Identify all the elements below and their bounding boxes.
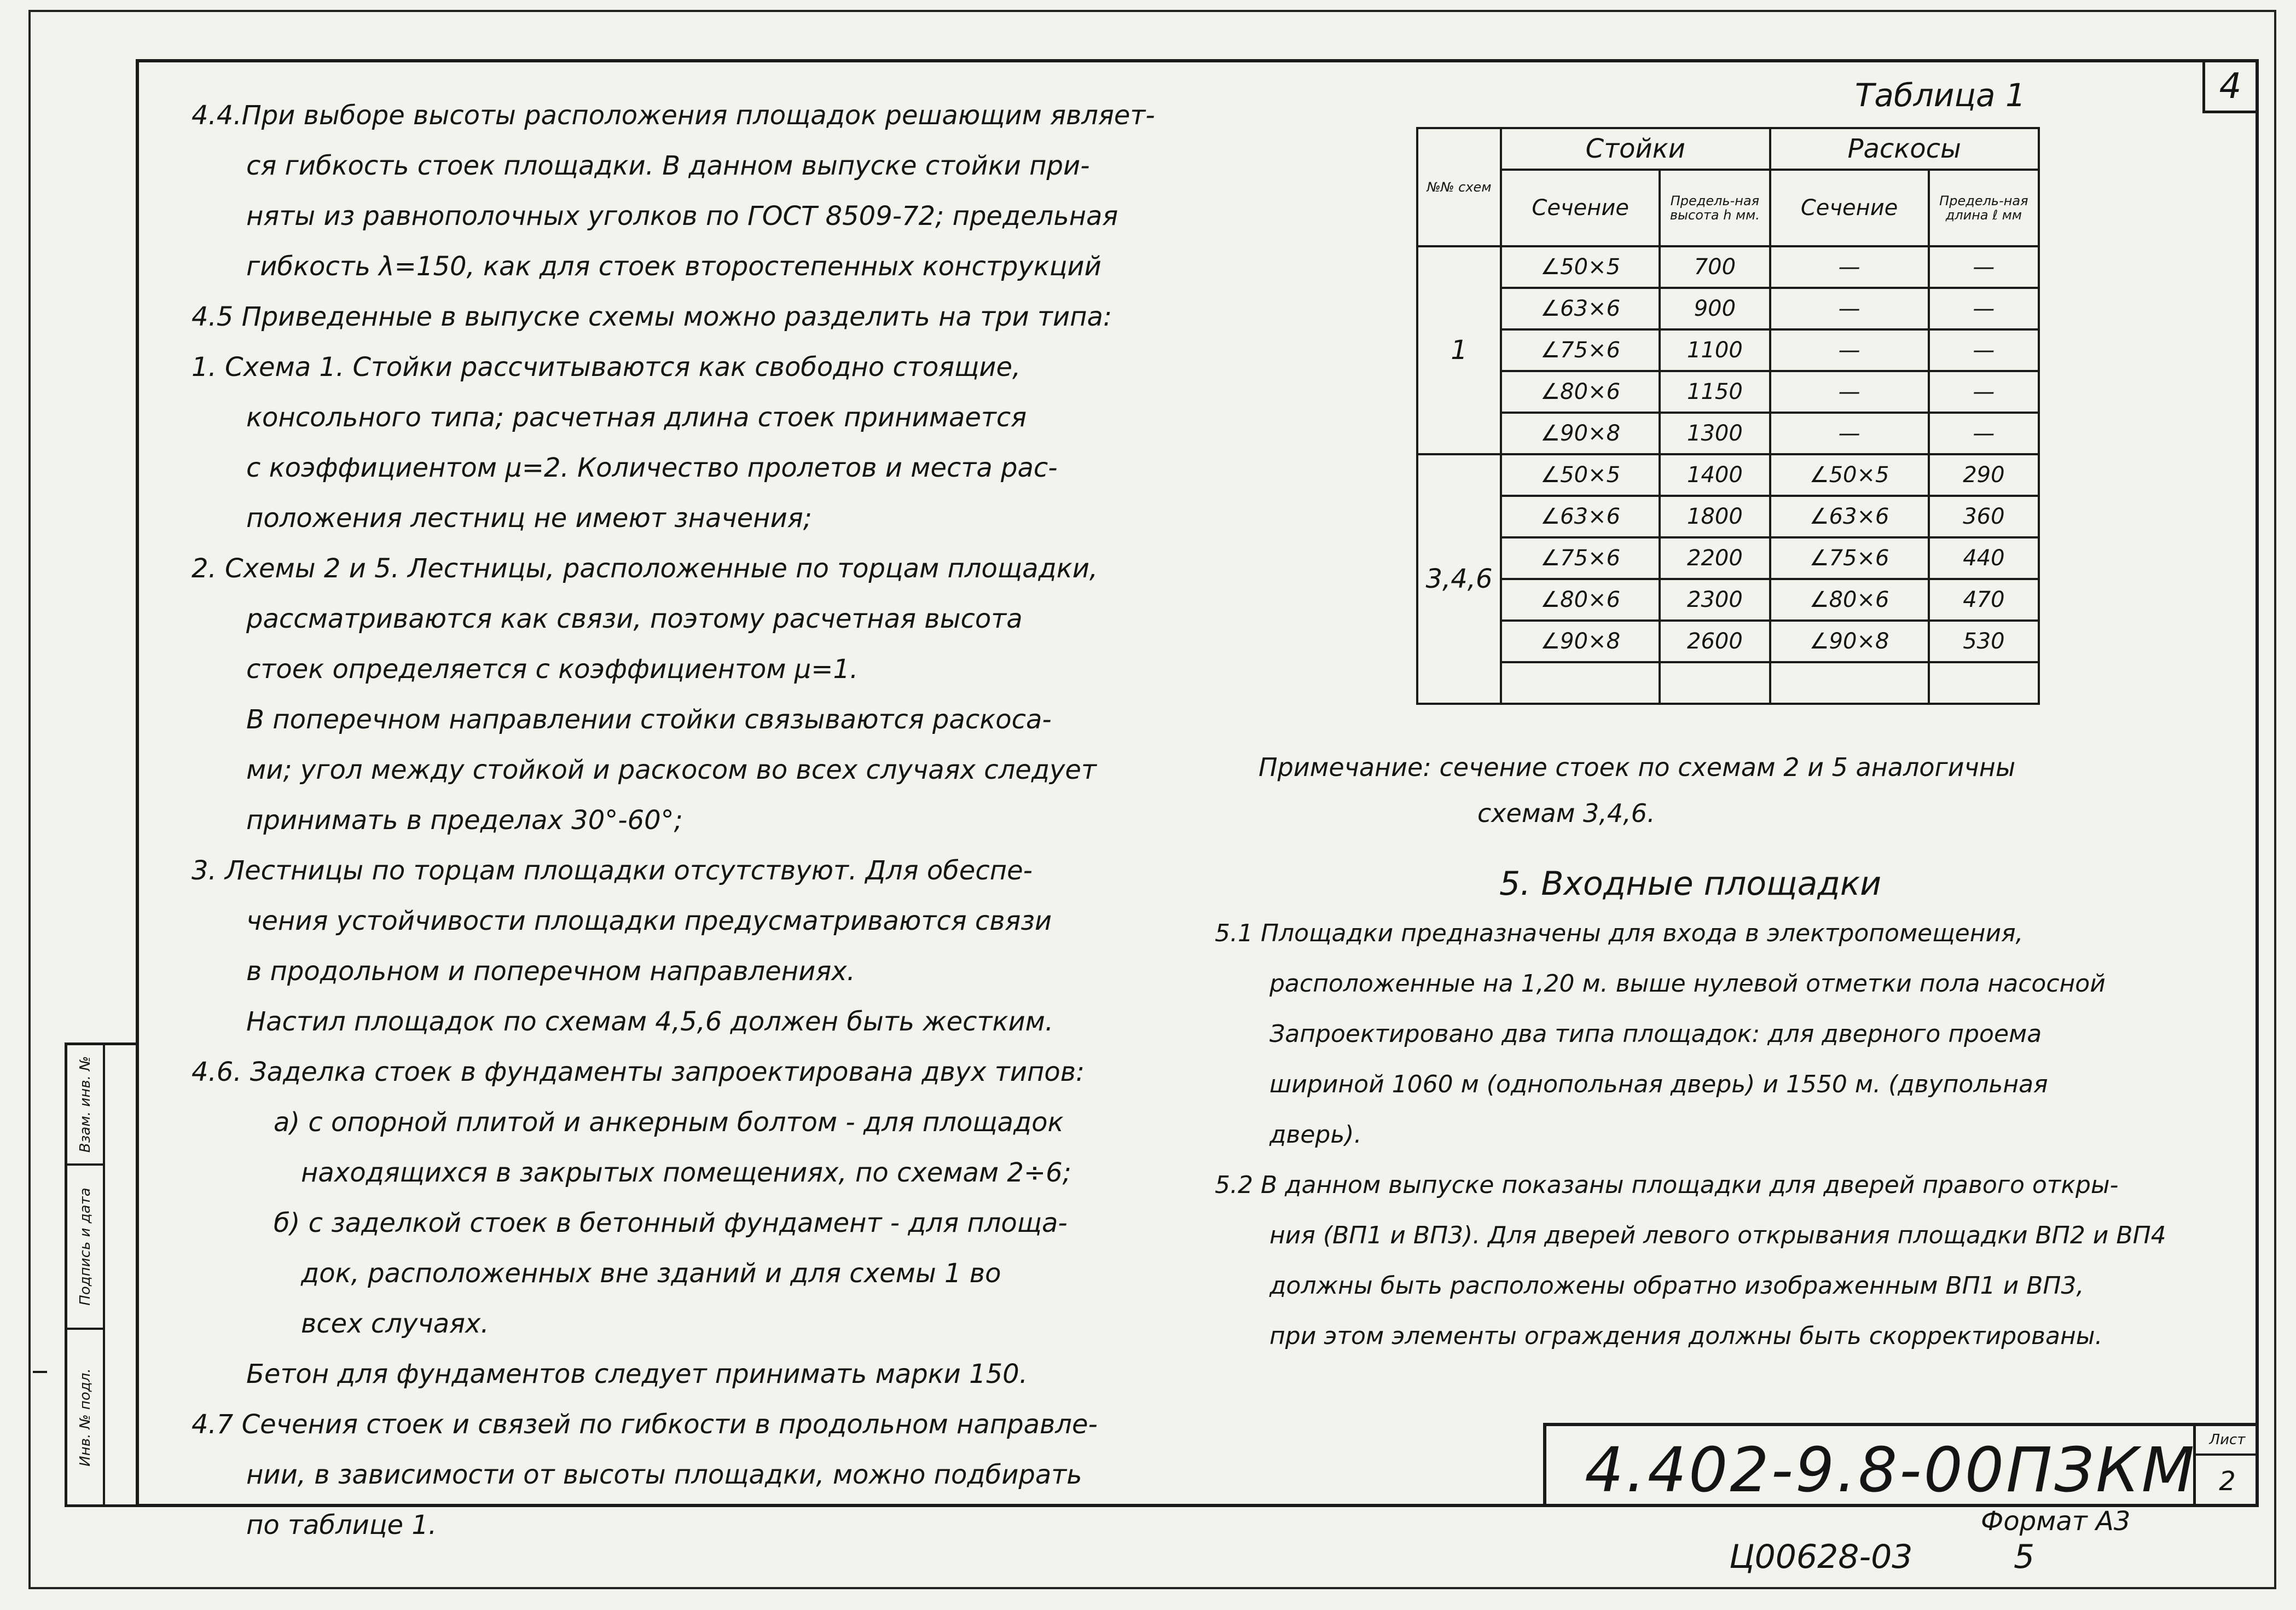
text-line: 4.4.При выборе высоты расположения площадок решающим являет- <box>192 100 1155 131</box>
text-line: а) с опорной плитой и анкерным болтом - для площадок <box>274 1107 1064 1138</box>
text-line: стоек определяется с коэффициентом μ=1. <box>246 654 859 685</box>
text-line: 1. Схема 1. Стойки рассчитываются как свободно стоящие, <box>192 352 1021 383</box>
text-line: 2. Схемы 2 и 5. Лестницы, расположенные по торцам площадки, <box>192 553 1098 584</box>
table-title: Таблица 1 <box>1855 77 2026 114</box>
archive-page-number: 5 <box>2014 1538 2035 1576</box>
text-line: Бетон для фундаментов следует принимать марки 150. <box>246 1359 1028 1389</box>
text-line: чения устойчивости площадки предусматриваются связи <box>246 906 1052 936</box>
section-5-heading: 5. Входные площадки <box>1499 865 1882 903</box>
text-line: 5.2 В данном выпуске показаны площадки для дверей правого откры- <box>1215 1171 2119 1199</box>
cell-scheme: 3,4,6 <box>1417 454 1501 704</box>
side-cell-inv-original: Инв. № подл. <box>77 1368 94 1467</box>
text-line: б) с заделкой стоек в бетонный фундамент - для площа- <box>274 1208 1068 1238</box>
table-row: ∠63×6 900 — — <box>1417 288 2039 329</box>
side-cell-signature-date: Подпись и дата <box>67 1166 103 1330</box>
header-brace-section: Сечение <box>1770 170 1929 246</box>
cell-scheme: 1 <box>1417 246 1501 454</box>
text-line: 4.5 Приведенные в выпуске схемы можно разделить на три типа: <box>192 302 1112 332</box>
text-line: ми; угол между стойкой и раскосом во всех случаях следует <box>246 755 1097 785</box>
text-line: 5.1 Площадки предназначены для входа в электропомещения, <box>1215 919 2024 947</box>
text-line: находящихся в закрытых помещениях, по схемам 2÷6; <box>301 1157 1071 1188</box>
page-number: 4 <box>2202 62 2256 113</box>
side-cell-replaces-inv: Взам. инв. № <box>67 1045 103 1166</box>
sheet-number-cell <box>2193 1426 2259 1507</box>
text-line: В поперечном направлении стойки связываются раскоса- <box>246 704 1052 735</box>
document-code: 4.402-9.8-00ПЗКМ <box>1585 1435 2197 1506</box>
table-row: ∠90×8 2600 ∠90×8 530 <box>1417 621 2039 662</box>
header-braces: Раскосы <box>1770 128 2039 170</box>
header-brace-max-length: Предель-ная длина ℓ мм <box>1929 170 2039 246</box>
table-row: ∠75×6 2200 ∠75×6 440 <box>1417 537 2039 579</box>
format-label: Формат А3 <box>1981 1506 2131 1537</box>
text-line: по таблице 1. <box>246 1510 437 1540</box>
text-line: шириной 1060 м (однопольная дверь) и 1550 м. (двупольная <box>1269 1070 2048 1098</box>
section-5-text <box>1215 908 2254 1362</box>
header-posts: Стойки <box>1501 128 1770 170</box>
text-line: ся гибкость стоек площадки. В данном выпуске стойки при- <box>246 150 1090 181</box>
text-line: 3. Лестницы по торцам площадки отсутствуют. Для обеспе- <box>192 855 1033 886</box>
text-line: док, расположенных вне зданий и для схемы 1 во <box>301 1258 1001 1289</box>
text-line: расположенные на 1,20 м. выше нулевой отметки пола насосной <box>1269 970 2106 998</box>
text-line: в продольном и поперечном направлениях. <box>246 956 855 987</box>
table-row: ∠80×6 1150 — — <box>1417 371 2039 413</box>
text-line: ния (ВП1 и ВП3). Для дверей левого открывания площадки ВП2 и ВП4 <box>1269 1221 2166 1249</box>
section-4-text <box>192 90 1226 1550</box>
title-block <box>1543 1423 2259 1507</box>
table-row: ∠90×8 1300 — — <box>1417 413 2039 454</box>
text-line: няты из равнополочных уголков по ГОСТ 8509-72; предельная <box>246 201 1118 231</box>
table-row: ∠63×6 1800 ∠63×6 360 <box>1417 496 2039 537</box>
text-line: гибкость λ=150, как для стоек второстепенных конструкций <box>246 251 1101 282</box>
archive-code: Ц00628-03 <box>1729 1538 1913 1576</box>
table-row: ∠80×6 2300 ∠80×6 470 <box>1417 579 2039 621</box>
table-row <box>1417 662 2039 704</box>
text-line: Запроектировано два типа площадок: для дверного проема <box>1269 1020 2042 1048</box>
header-scheme: №№ схем <box>1417 128 1501 246</box>
text-line: должны быть расположены обратно изображенным ВП1 и ВП3, <box>1269 1272 2084 1300</box>
text-line: дверь). <box>1269 1121 1362 1149</box>
text-line: Настил площадок по схемам 4,5,6 должен быть жестким. <box>246 1006 1054 1037</box>
side-approval-strip <box>65 1043 136 1507</box>
text-line: 4.7 Сечения стоек и связей по гибкости в продольном направле- <box>192 1409 1098 1440</box>
sections-table <box>1416 127 2040 705</box>
text-line: нии, в зависимости от высоты площадки, можно подбирать <box>246 1460 1082 1490</box>
text-line: 4.6. Заделка стоек в фундаменты запроектирована двух типов: <box>192 1057 1085 1087</box>
table-row: 3,4,6 ∠50×5 1400 ∠50×5 290 <box>1417 454 2039 496</box>
header-post-section: Сечение <box>1501 170 1660 246</box>
header-post-max-height: Предель-ная высота h мм. <box>1660 170 1770 246</box>
text-line: консольного типа; расчетная длина стоек принимается <box>246 402 1027 433</box>
text-line: принимать в пределах 30°-60°; <box>246 805 683 836</box>
text-line: положения лестниц не имеют значения; <box>246 503 812 534</box>
sheet-number: 2 <box>2219 1466 2236 1497</box>
sheet-label: Лист <box>2196 1426 2259 1456</box>
text-line: с коэффициентом μ=2. Количество пролетов и места рас- <box>246 453 1058 483</box>
table-note: Примечание: сечение стоек по схемам 2 и 5 аналогичны схемам 3,4,6. <box>1259 752 2016 828</box>
table-row: ∠75×6 1100 — — <box>1417 329 2039 371</box>
text-line: при этом элементы ограждения должны быть скорректированы. <box>1269 1322 2103 1350</box>
table-row: 1 ∠50×5 700 — — <box>1417 246 2039 288</box>
text-line: всех случаях. <box>301 1308 489 1339</box>
text-line: рассматриваются как связи, поэтому расчетная высота <box>246 604 1023 634</box>
